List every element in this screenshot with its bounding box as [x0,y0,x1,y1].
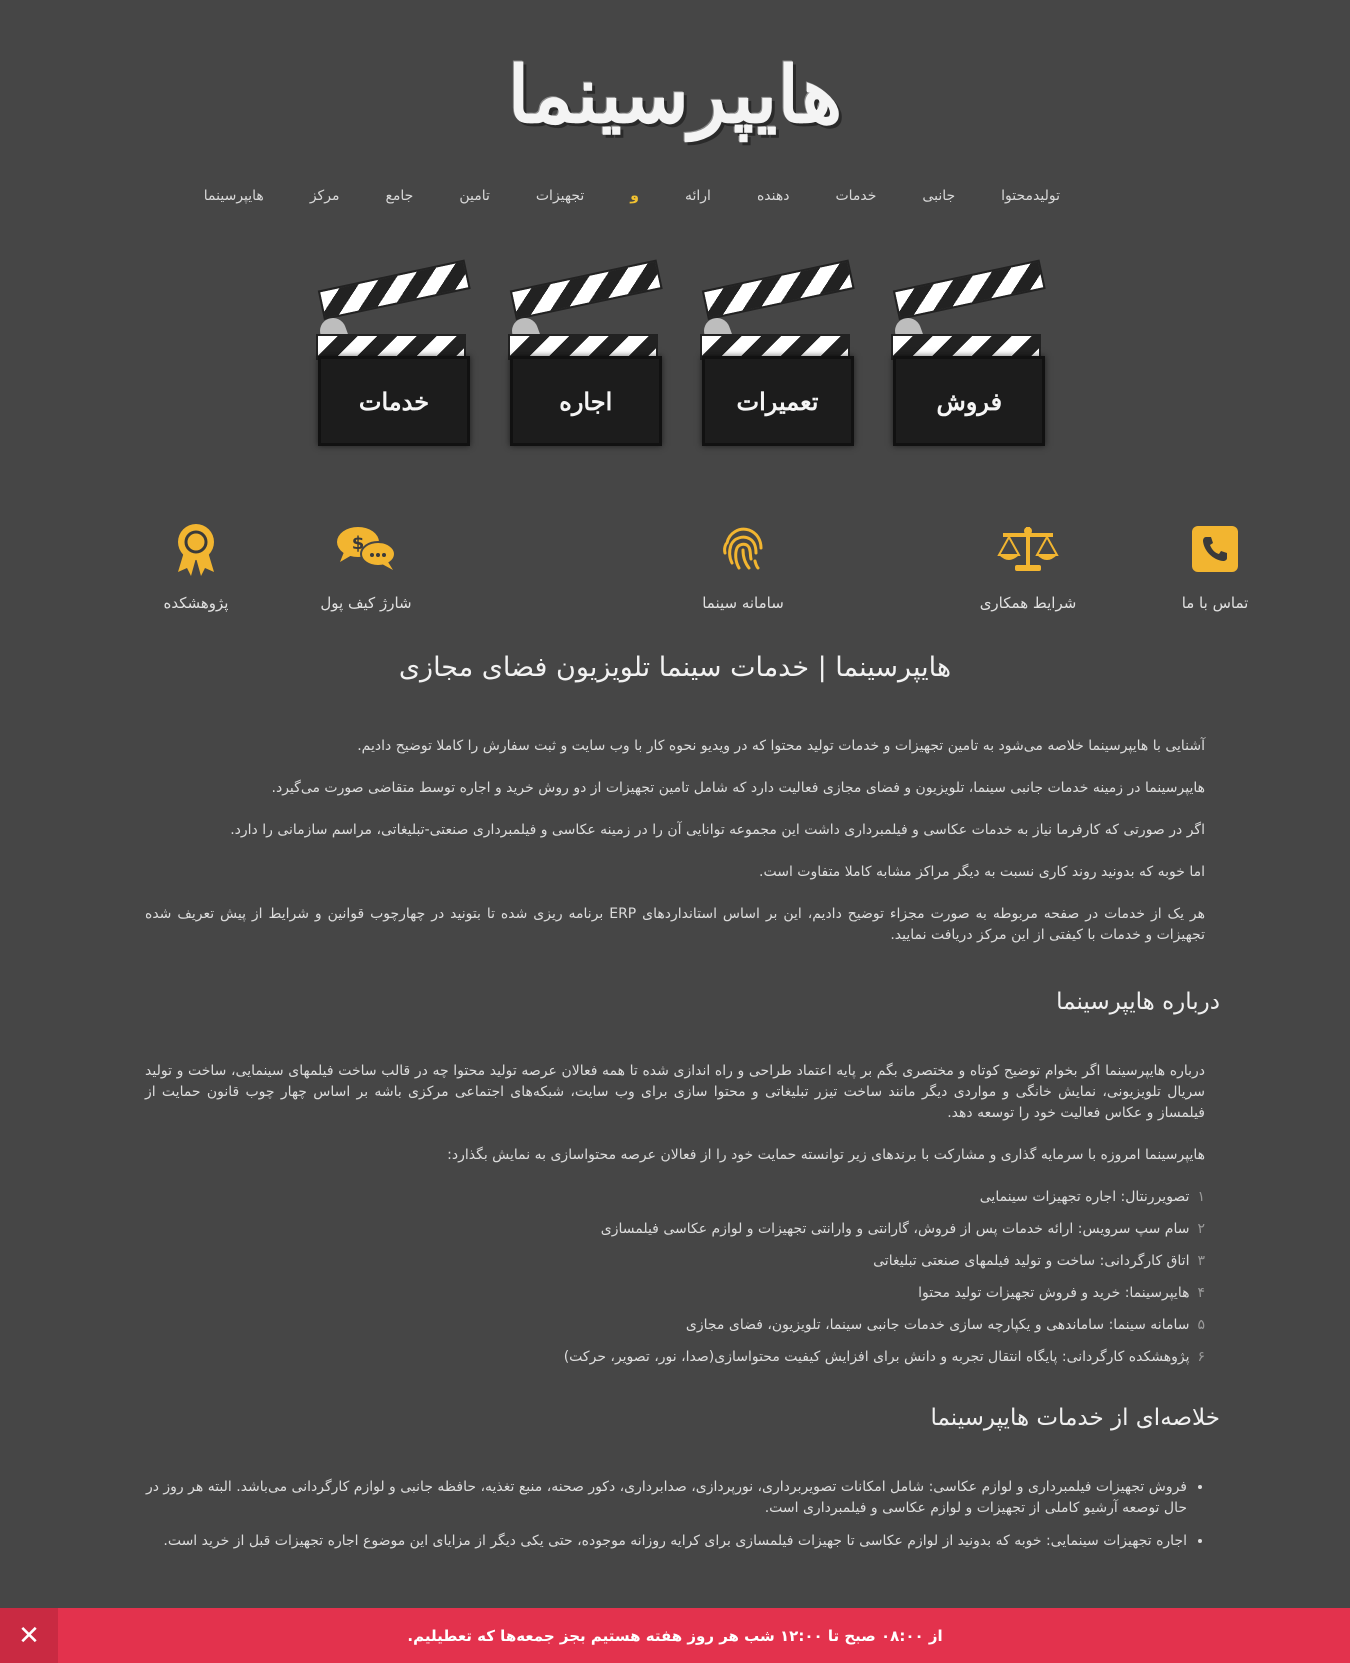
list-text: پژوهشکده کارگردانی: پایگاه انتقال تجربه و دانش برای افزایش کیفیت محتواسازی(صدا، نور، تصویر، حرکت) [563,1349,1190,1365]
feature-label: شارژ کیف پول [320,594,412,612]
clapper-slate [893,356,1045,446]
logo-text: هایپرسینما [507,49,843,141]
nav-item[interactable]: هایپرسینما [203,188,264,204]
list-number: ۴ [1197,1285,1205,1301]
clapperboard-services[interactable] [310,282,470,452]
service-clapperboards [310,282,1045,452]
phone-icon [1135,520,1295,578]
nav-item[interactable]: تامین [459,188,490,204]
clapper-slate [702,356,854,446]
summary-heading: خلاصه‌ای از خدمات هایپرسینما [930,1405,1220,1431]
award-icon [116,520,276,578]
clapper-label: فروش [936,386,1003,416]
page-title: هایپرسینما | خدمات سینما تلویزیون فضای مجازی [398,652,952,683]
list-text: اتاق کارگردانی: ساخت و تولید فیلمهای صنعتی تبلیغاتی [873,1253,1190,1269]
feature-label: شرایط همکاری [979,594,1077,612]
nav-item[interactable]: تجهیزات [535,188,585,204]
fingerprint-icon [663,520,823,578]
feature-wallet[interactable] [286,520,446,612]
list-item [145,1219,1205,1240]
nav-item[interactable]: مرکز [309,188,340,204]
clapper-slate [510,356,662,446]
feature-label: تماس با ما [1181,594,1249,612]
intro-paragraph: آشنایی با هایپرسینما خلاصه می‌شود به تامین تجهیزات و خدمات تولید محتوا که در ویدیو نحوه کار با وب سایت و ثبت سفارش را کاملا توضیح دادیم. [357,738,1205,754]
clapper-stick [893,259,1046,320]
clapper-stick [318,259,471,320]
clapper-slate [318,356,470,446]
list-text: هایپرسینما: خرید و فروش تجهیزات تولید محتوا [918,1285,1190,1301]
clapper-label: تعمیرات [736,386,819,416]
site-logo[interactable] [0,40,1350,150]
feature-label: سامانه سینما [702,594,784,612]
nav-item[interactable]: دهنده [756,188,790,204]
list-item [145,1187,1205,1208]
list-number: ۶ [1197,1349,1205,1365]
close-icon[interactable]: ✕ [0,1608,58,1663]
feature-links [140,520,1249,620]
notice-text: از ۰۸:۰۰ صبح تا ۱۲:۰۰ شب هر روز هفته هستیم بجز جمعه‌ها که تعطیلیم. [407,1626,943,1645]
list-item [145,1251,1205,1272]
intro-paragraph: اما خوبه که بدونید روند کاری نسبت به دیگر مراکز مشابه کاملا متفاوت است. [759,864,1205,880]
about-heading: درباره هایپرسینما [1056,989,1220,1015]
list-text: سام سپ سرویس: ارائه خدمات پس از فروش، گارانتی و وارانتی تجهیزات و لوازم عکاسی فیلمسازی [600,1221,1190,1237]
svg-text:$: $ [351,533,365,554]
list-text: تصویررنتال: اجاره تجهیزات سینمایی [979,1189,1190,1205]
feature-research[interactable] [116,520,276,612]
clapper-stick [510,259,663,320]
list-number: ۲ [1197,1221,1205,1237]
list-item: • اجاره تجهیزات سینمایی: خوبه که بدونید از لوازم عکاسی تا جهیزات فیلمسازی برای کرایه روزانه موجوده، حتی یکی دیگر از مزایای این موضوع اجاره تجهیزات قبل از خرید است. [145,1531,1187,1552]
feature-contact[interactable] [1135,520,1295,612]
feature-label: پژوهشکده [163,594,229,612]
about-paragraph: درباره هایپرسینما اگر بخوام توضیح کوتاه و مختصری بگم بر پایه اعتماد طراحی و راه اندازی شده تا همه فعالان عرصه تولید محتوا چه در قالب ساخت فیلمهای سینمایی، ساخت و تولید سریال تلویزیونی، نمایش خانگی و مواردی دیگر مانند ساخت تیزر تبلیغاتی و محتوا سازی برای وب سایت، شبکه‌های اجتماعی مرکزی باشه بر اساس چهار چوب قانون حمایت از فیلمساز و عکاس فعالیت خود را توسعه دهد. [145,1063,1205,1121]
list-number: ۵ [1197,1317,1205,1333]
clapperboard-sale[interactable] [885,282,1045,452]
list-number: ۳ [1197,1253,1205,1269]
list-number: ۱ [1197,1189,1205,1205]
summary-list [145,1477,1205,1552]
intro-paragraph: هر یک از خدمات در صفحه مربوطه به صورت مجزاء توضیح دادیم، این بر اساس استانداردهای ERP برنامه ریزی شده تا بتونید در چهارچوب قوانین و شرایط از پیش تعریف شده تجهیزات و خدمات با کیفتی از این مرکز دریافت نمایید. [145,906,1205,943]
main-nav [204,188,1060,204]
list-item [145,1283,1205,1304]
nav-item[interactable]: جانبی [922,188,956,204]
feature-cinema-system[interactable] [663,520,823,612]
intro-paragraph: اگر در صورتی که کارفرما نیاز به خدمات عکاسی و فیلمبرداری داشت این مجموعه توانایی آن را در زمینه عکاسی و فیلمبرداری صنعتی-تبلیغاتی، مراسم سازمانی را دارد. [230,822,1205,838]
nav-item[interactable]: خدمات [835,188,877,204]
nav-item[interactable]: تولیدمحتوا [1001,188,1060,204]
nav-item-accent[interactable]: و [630,188,639,204]
list-item [145,1347,1205,1368]
list-text: سامانه سینما: ساماندهی و یکپارچه سازی خدمات جانبی سینما، تلویزیون، فضای مجازی [685,1317,1190,1333]
clapperboard-repair[interactable] [694,282,854,452]
nav-item[interactable]: ارائه [684,188,711,204]
about-paragraph: هایپرسینما امروزه با سرمایه گذاری و مشارکت با برندهای زیر توانسته حمایت خود را از فعالان عرصه محتواسازی به نمایش بگذارد: [447,1147,1205,1163]
feature-cooperation[interactable] [948,520,1108,612]
list-item: • فروش تجهیزات فیلمبرداری و لوازم عکاسی: شامل امکانات تصویربرداری، نورپردازی، صدابرداری، دکور صحنه، منبع تغذیه، حافظه جانبی و لوازم کارگردانی می‌باشد. البته هر روز در حال توصعه آرشیو کاملی از تجهیزات و لوازم عکاسی و فیلمبرداری است. [145,1477,1187,1519]
clapper-stick [701,259,854,320]
intro-paragraph: هایپرسینما در زمینه خدمات جانبی سینما، تلویزیون و فضای مجازی فعالیت دارد که شامل تامین تجهیزات از دو روش خرید و اجاره توسط متقاضی صورت می‌گیرد. [271,780,1205,796]
money-chat-icon [286,520,446,578]
clapperboard-rent[interactable] [502,282,662,452]
clapper-label: اجاره [559,386,613,416]
main-content [145,736,1220,1564]
brands-list [145,1187,1205,1368]
clapper-label: خدمات [358,386,430,416]
scale-icon [948,520,1108,578]
notice-bar [0,1608,1350,1663]
list-item [145,1315,1205,1336]
nav-item[interactable]: جامع [385,188,414,204]
